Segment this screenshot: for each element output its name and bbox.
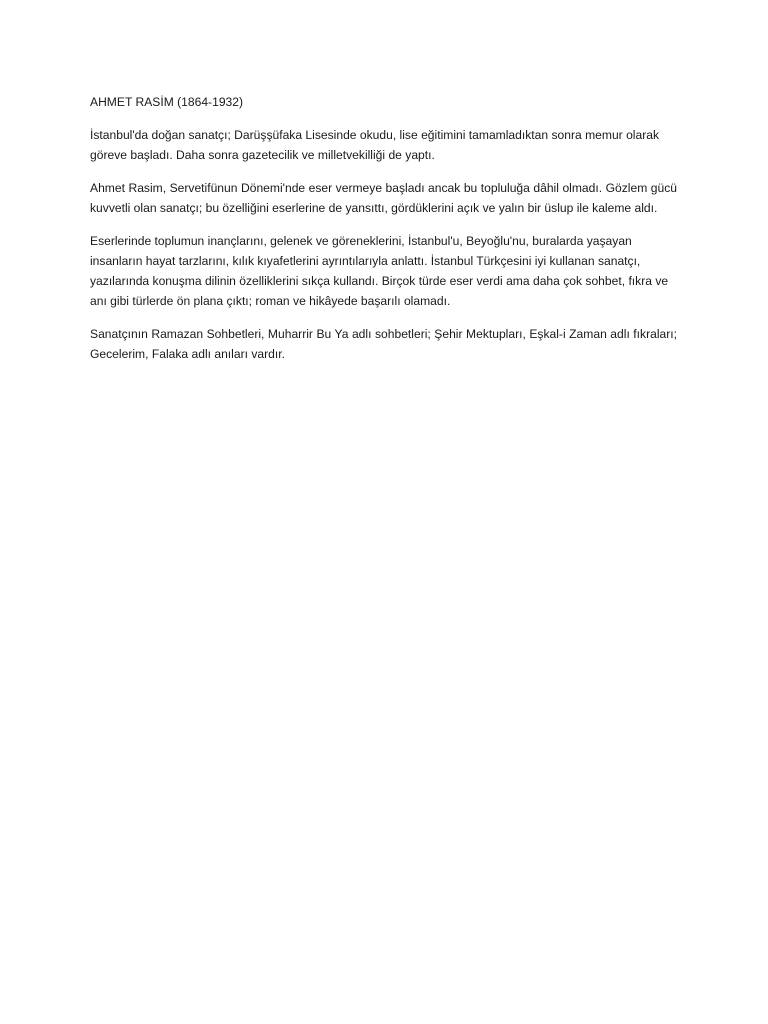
document-body — [90, 92, 677, 377]
document-title: AHMET RASİM (1864-1932) — [90, 95, 244, 109]
paragraph-themes: Eserlerinde toplumun inançlarını, gelenek ve göreneklerini, İstanbul'u, Beyoğlu'nu, buralarda yaşayan insanların hayat tarzlarını, kılık kıyafetlerini ayrıntılarıyla anlattı. İstanbul Türkçesini iyi kullanan sanatçı, yazılarında konuşma dilinin özelliklerini sıkça kullandı. Birçok türde eser verdi ama daha çok sohbet, fıkra ve anı gibi türlerde ön plana çıktı; roman ve hikâyede başarılı olamadı. — [90, 234, 669, 308]
paragraph-works: Sanatçının Ramazan Sohbetleri, Muharrir Bu Ya adlı sohbetleri; Şehir Mektupları, Eşkal-i Zaman adlı fıkraları; Gecelerim, Falaka adlı anıları vardır. — [90, 327, 677, 361]
paragraph-servetifunun: Ahmet Rasim, Servetifünun Dönemi'nde eser vermeye başladı ancak bu topluluğa dâhil olmadı. Gözlem gücü kuvvetli olan sanatçı; bu özelliğini eserlerine de yansıttı, gördüklerini açık ve yalın bir üslup ile kaleme aldı. — [90, 181, 677, 215]
paragraph-biography: İstanbul'da doğan sanatçı; Darüşşüfaka Lisesinde okudu, lise eğitimini tamamladıktan sonra memur olarak göreve başladı. Daha sonra gazetecilik ve milletvekilliği de yaptı. — [90, 128, 660, 162]
